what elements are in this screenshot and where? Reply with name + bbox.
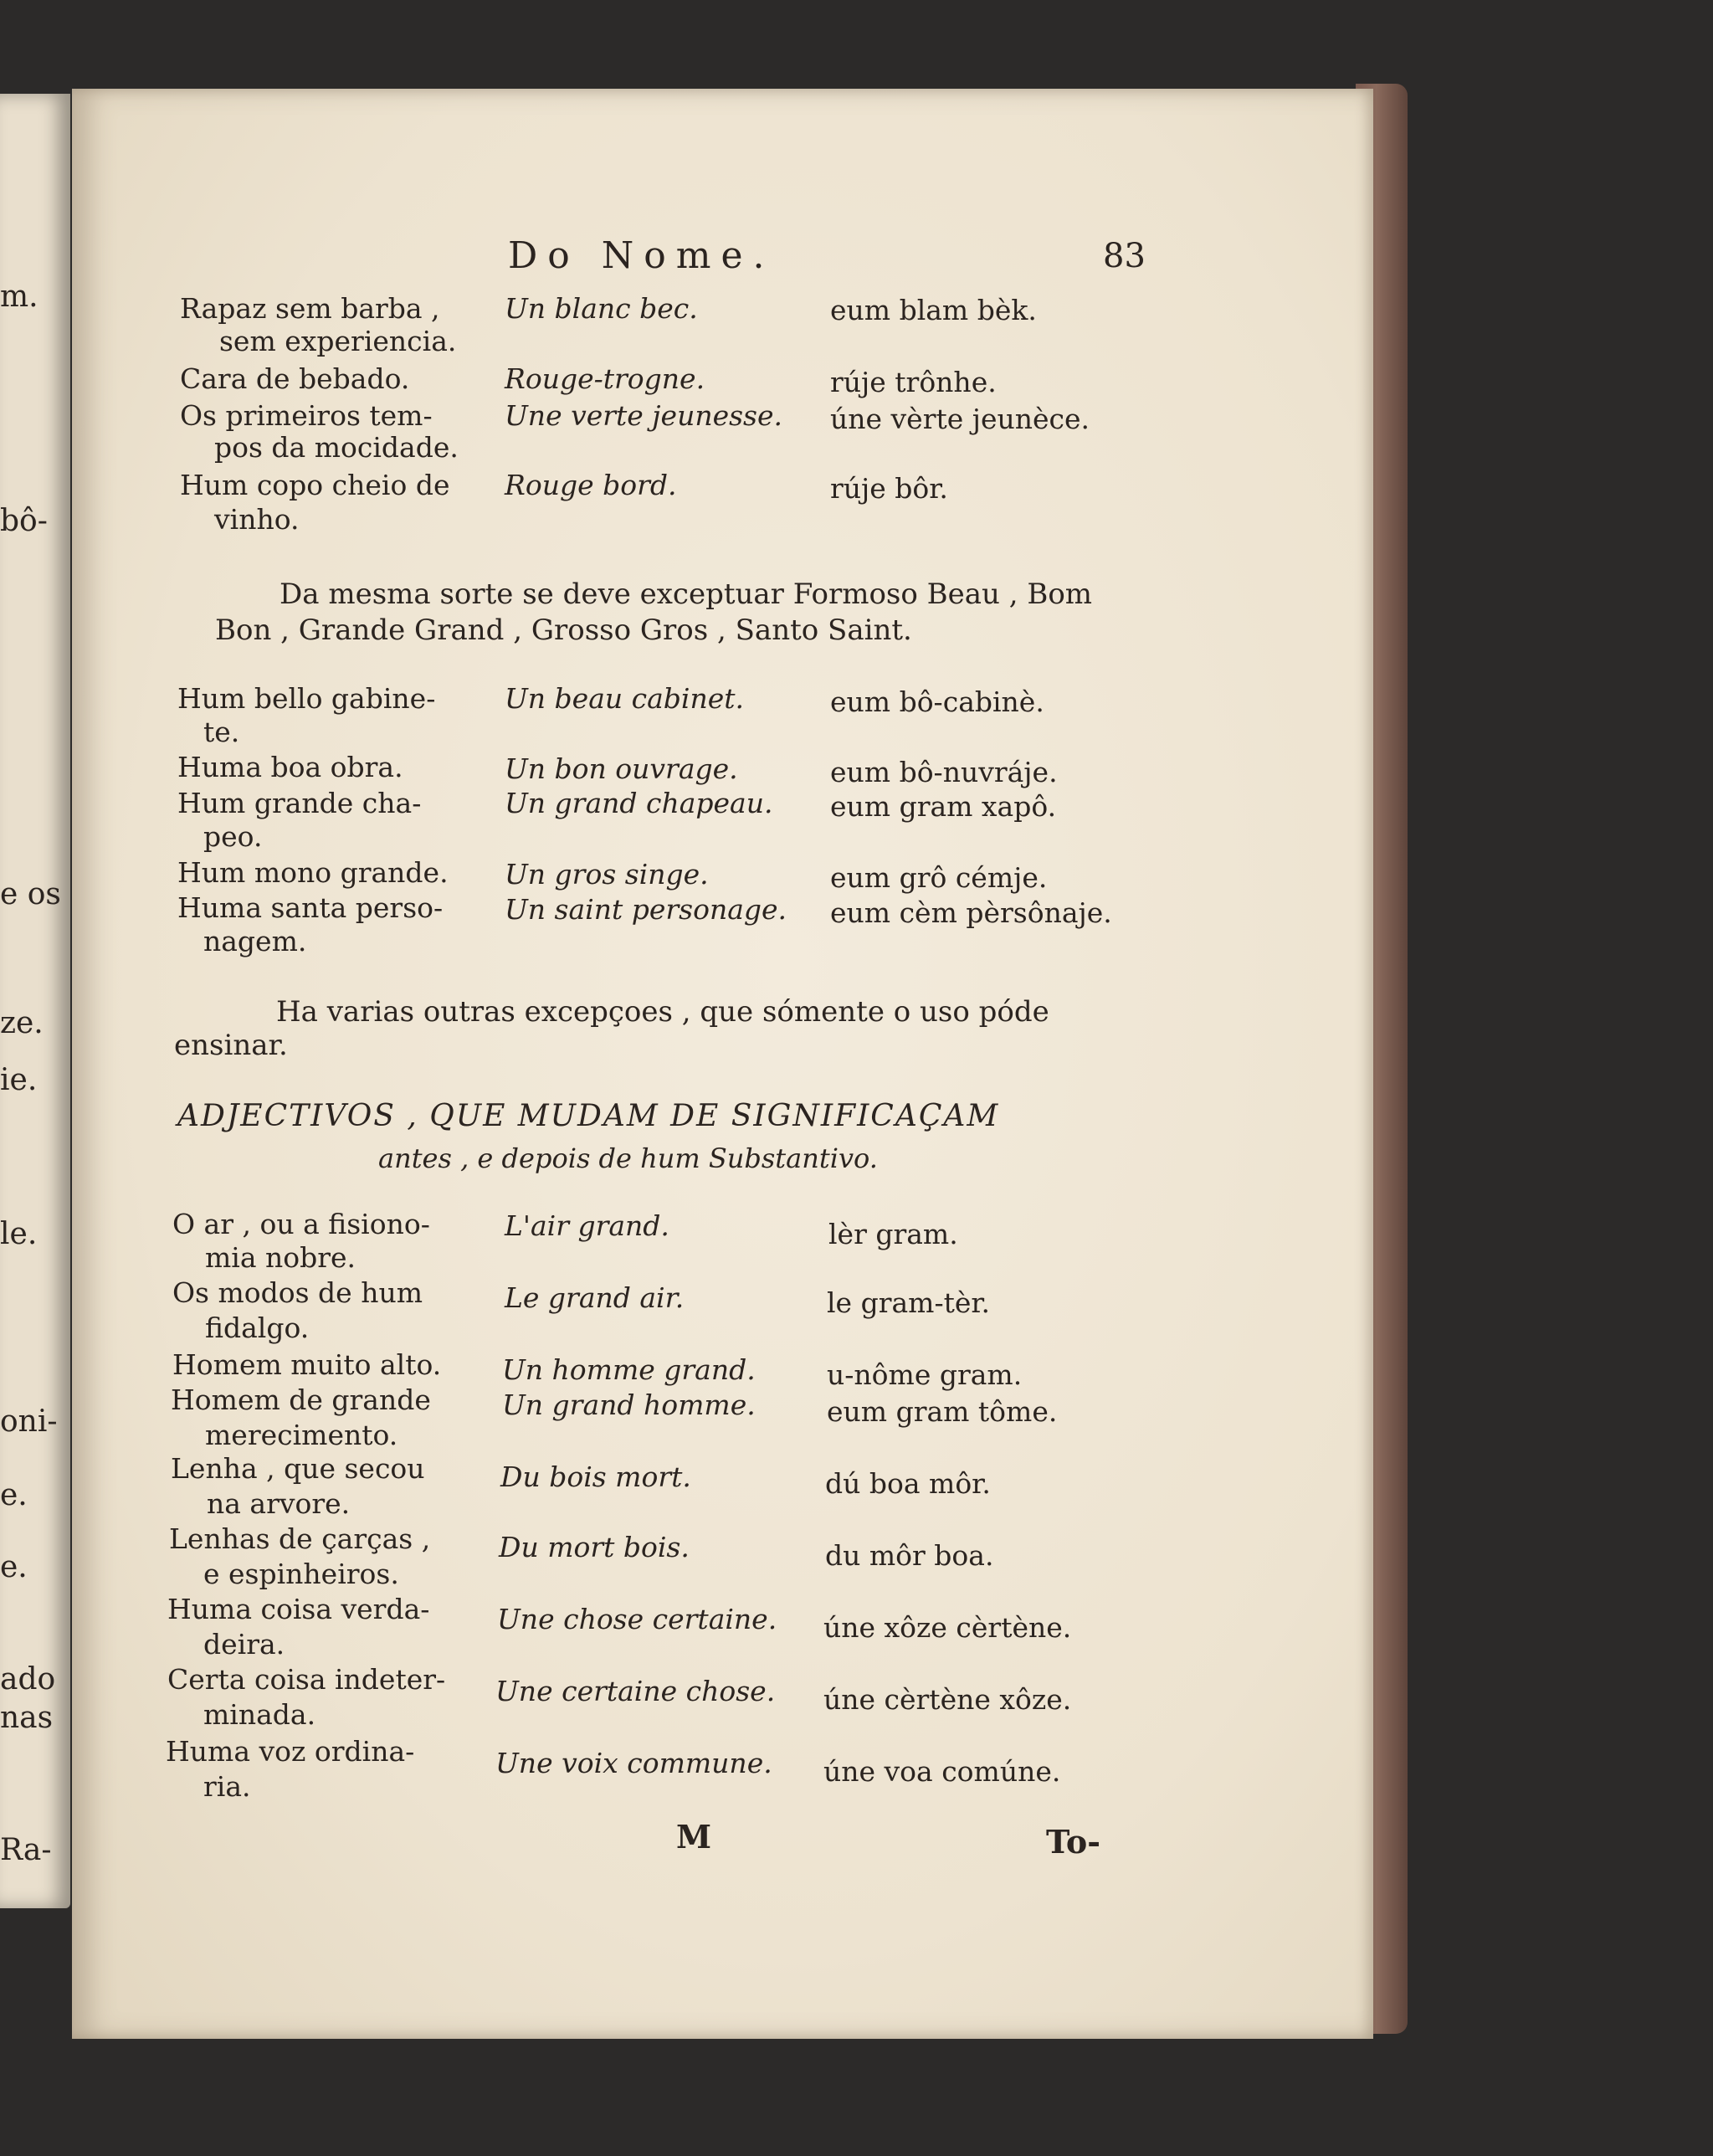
french-text: Rouge-trogne. [505, 362, 705, 395]
pronunciation-text: le gram-tèr. [827, 1286, 991, 1319]
left-page-fragment: e. [0, 1478, 28, 1512]
pronunciation-text: eum bô-nuvráje. [830, 756, 1058, 788]
portuguese-text: pos da mocidade. [214, 431, 459, 464]
portuguese-text: mia nobre. [205, 1241, 356, 1274]
pronunciation-text: eum grô cémje. [830, 861, 1048, 894]
section-heading: ADJECTIVOS , QUE MUDAM DE SIGNIFICAÇAM [177, 1099, 1000, 1133]
french-text: Une voix commune. [495, 1747, 772, 1779]
portuguese-text: peo. [203, 820, 263, 853]
portuguese-text: minada. [203, 1698, 316, 1731]
portuguese-text: ria. [203, 1770, 251, 1803]
pronunciation-text: eum blam bèk. [830, 294, 1037, 326]
left-page-fragment: ado [0, 1662, 56, 1697]
french-text: Du bois mort. [500, 1460, 691, 1493]
french-text: Un homme grand. [502, 1353, 756, 1386]
signature-mark: M [676, 1818, 712, 1856]
portuguese-text: Huma coisa verda- [167, 1593, 430, 1625]
pronunciation-text: du môr boa. [825, 1539, 994, 1572]
french-text: Un blanc bec. [505, 292, 698, 325]
left-page-fragment: bô- [0, 504, 48, 538]
french-text: Un bon ouvrage. [505, 752, 738, 785]
paragraph-line: Da mesma sorte se deve exceptuar Formoso Beau , Bom [280, 578, 1093, 611]
french-text: Une chose certaine. [497, 1603, 777, 1635]
portuguese-text: Os modos de hum [172, 1276, 423, 1309]
section-subheading: antes , e depois de hum Substantivo. [378, 1142, 878, 1174]
catchword: To- [1046, 1823, 1101, 1861]
portuguese-text: fidalgo. [205, 1312, 310, 1344]
portuguese-text: na arvore. [207, 1487, 351, 1520]
portuguese-text: vinho. [214, 503, 300, 536]
pronunciation-text: úne cèrtène xôze. [823, 1683, 1072, 1716]
left-page-fragment: e os [0, 877, 61, 911]
portuguese-text: Homem muito alto. [172, 1348, 442, 1381]
pronunciation-text: eum gram xapô. [830, 790, 1057, 823]
portuguese-text: Lenha , que secou [171, 1452, 425, 1485]
left-page-fragment: e. [0, 1550, 28, 1584]
pronunciation-text: rúje bôr. [830, 472, 948, 505]
pronunciation-text: eum bô-cabinè. [830, 685, 1044, 718]
pronunciation-text: eum gram tôme. [827, 1395, 1058, 1428]
french-text: Le grand air. [505, 1281, 685, 1314]
left-page-fragment: ze. [0, 1006, 44, 1040]
pronunciation-text: úne xôze cèrtène. [823, 1611, 1072, 1644]
paragraph-line: Ha varias outras excepçoes , que sómente o uso póde [276, 995, 1049, 1029]
left-page-fragment: le. [0, 1217, 38, 1251]
portuguese-text: merecimento. [205, 1419, 398, 1451]
pronunciation-text: u-nôme gram. [827, 1358, 1023, 1391]
pronunciation-text: úne voa comúne. [823, 1755, 1061, 1788]
portuguese-text: Lenhas de çarças , [169, 1522, 431, 1555]
portuguese-text: O ar , ou a fisiono- [172, 1208, 430, 1240]
paragraph-line: ensinar. [174, 1029, 288, 1062]
french-text: Un grand homme. [502, 1389, 756, 1421]
page-number: 83 [1103, 237, 1146, 275]
portuguese-text: Huma boa obra. [177, 751, 403, 783]
left-page-fragment: m. [0, 280, 38, 314]
french-text: Un grand chapeau. [505, 787, 773, 819]
portuguese-text: te. [203, 716, 240, 748]
portuguese-text: e espinheiros. [203, 1558, 399, 1590]
french-text: Rouge bord. [505, 469, 677, 501]
left-page-fragment: ie. [0, 1063, 38, 1097]
portuguese-text: Hum bello gabine- [177, 682, 436, 715]
left-page-edge [0, 94, 70, 1908]
portuguese-text: Rapaz sem barba , [180, 292, 440, 325]
left-page-fragment: nas [0, 1701, 54, 1735]
portuguese-text: Huma santa perso- [177, 891, 444, 924]
french-text: Une certaine chose. [495, 1675, 776, 1707]
portuguese-text: Huma voz ordina- [166, 1735, 415, 1768]
paragraph-line: Bon , Grande Grand , Grosso Gros , Santo Saint. [215, 613, 912, 647]
portuguese-text: sem experiencia. [219, 325, 457, 357]
running-title: Do Nome. [508, 234, 775, 277]
portuguese-text: Hum mono grande. [177, 856, 449, 889]
french-text: Du mort bois. [499, 1531, 690, 1563]
portuguese-text: Cara de bebado. [180, 362, 410, 395]
left-page-fragment: oni- [0, 1404, 58, 1439]
french-text: L'air grand. [505, 1209, 669, 1242]
pronunciation-text: úne vèrte jeunèce. [830, 403, 1090, 435]
french-text: Un gros singe. [505, 858, 709, 891]
portuguese-text: Homem de grande [171, 1383, 431, 1416]
portuguese-text: nagem. [203, 925, 307, 957]
portuguese-text: Hum grande cha- [177, 787, 422, 819]
portuguese-text: Certa coisa indeter- [167, 1663, 446, 1696]
portuguese-text: deira. [203, 1628, 285, 1661]
pronunciation-text: rúje trônhe. [830, 366, 997, 398]
french-text: Un saint personage. [505, 893, 787, 926]
left-page-fragment: Ra- [0, 1833, 52, 1867]
french-text: Un beau cabinet. [505, 682, 744, 715]
portuguese-text: Hum copo cheio de [180, 469, 450, 501]
pronunciation-text: lèr gram. [828, 1218, 958, 1250]
pronunciation-text: eum cèm pèrsônaje. [830, 896, 1112, 929]
french-text: Une verte jeunesse. [505, 399, 782, 432]
pronunciation-text: dú boa môr. [825, 1467, 991, 1500]
portuguese-text: Os primeiros tem- [180, 399, 433, 432]
